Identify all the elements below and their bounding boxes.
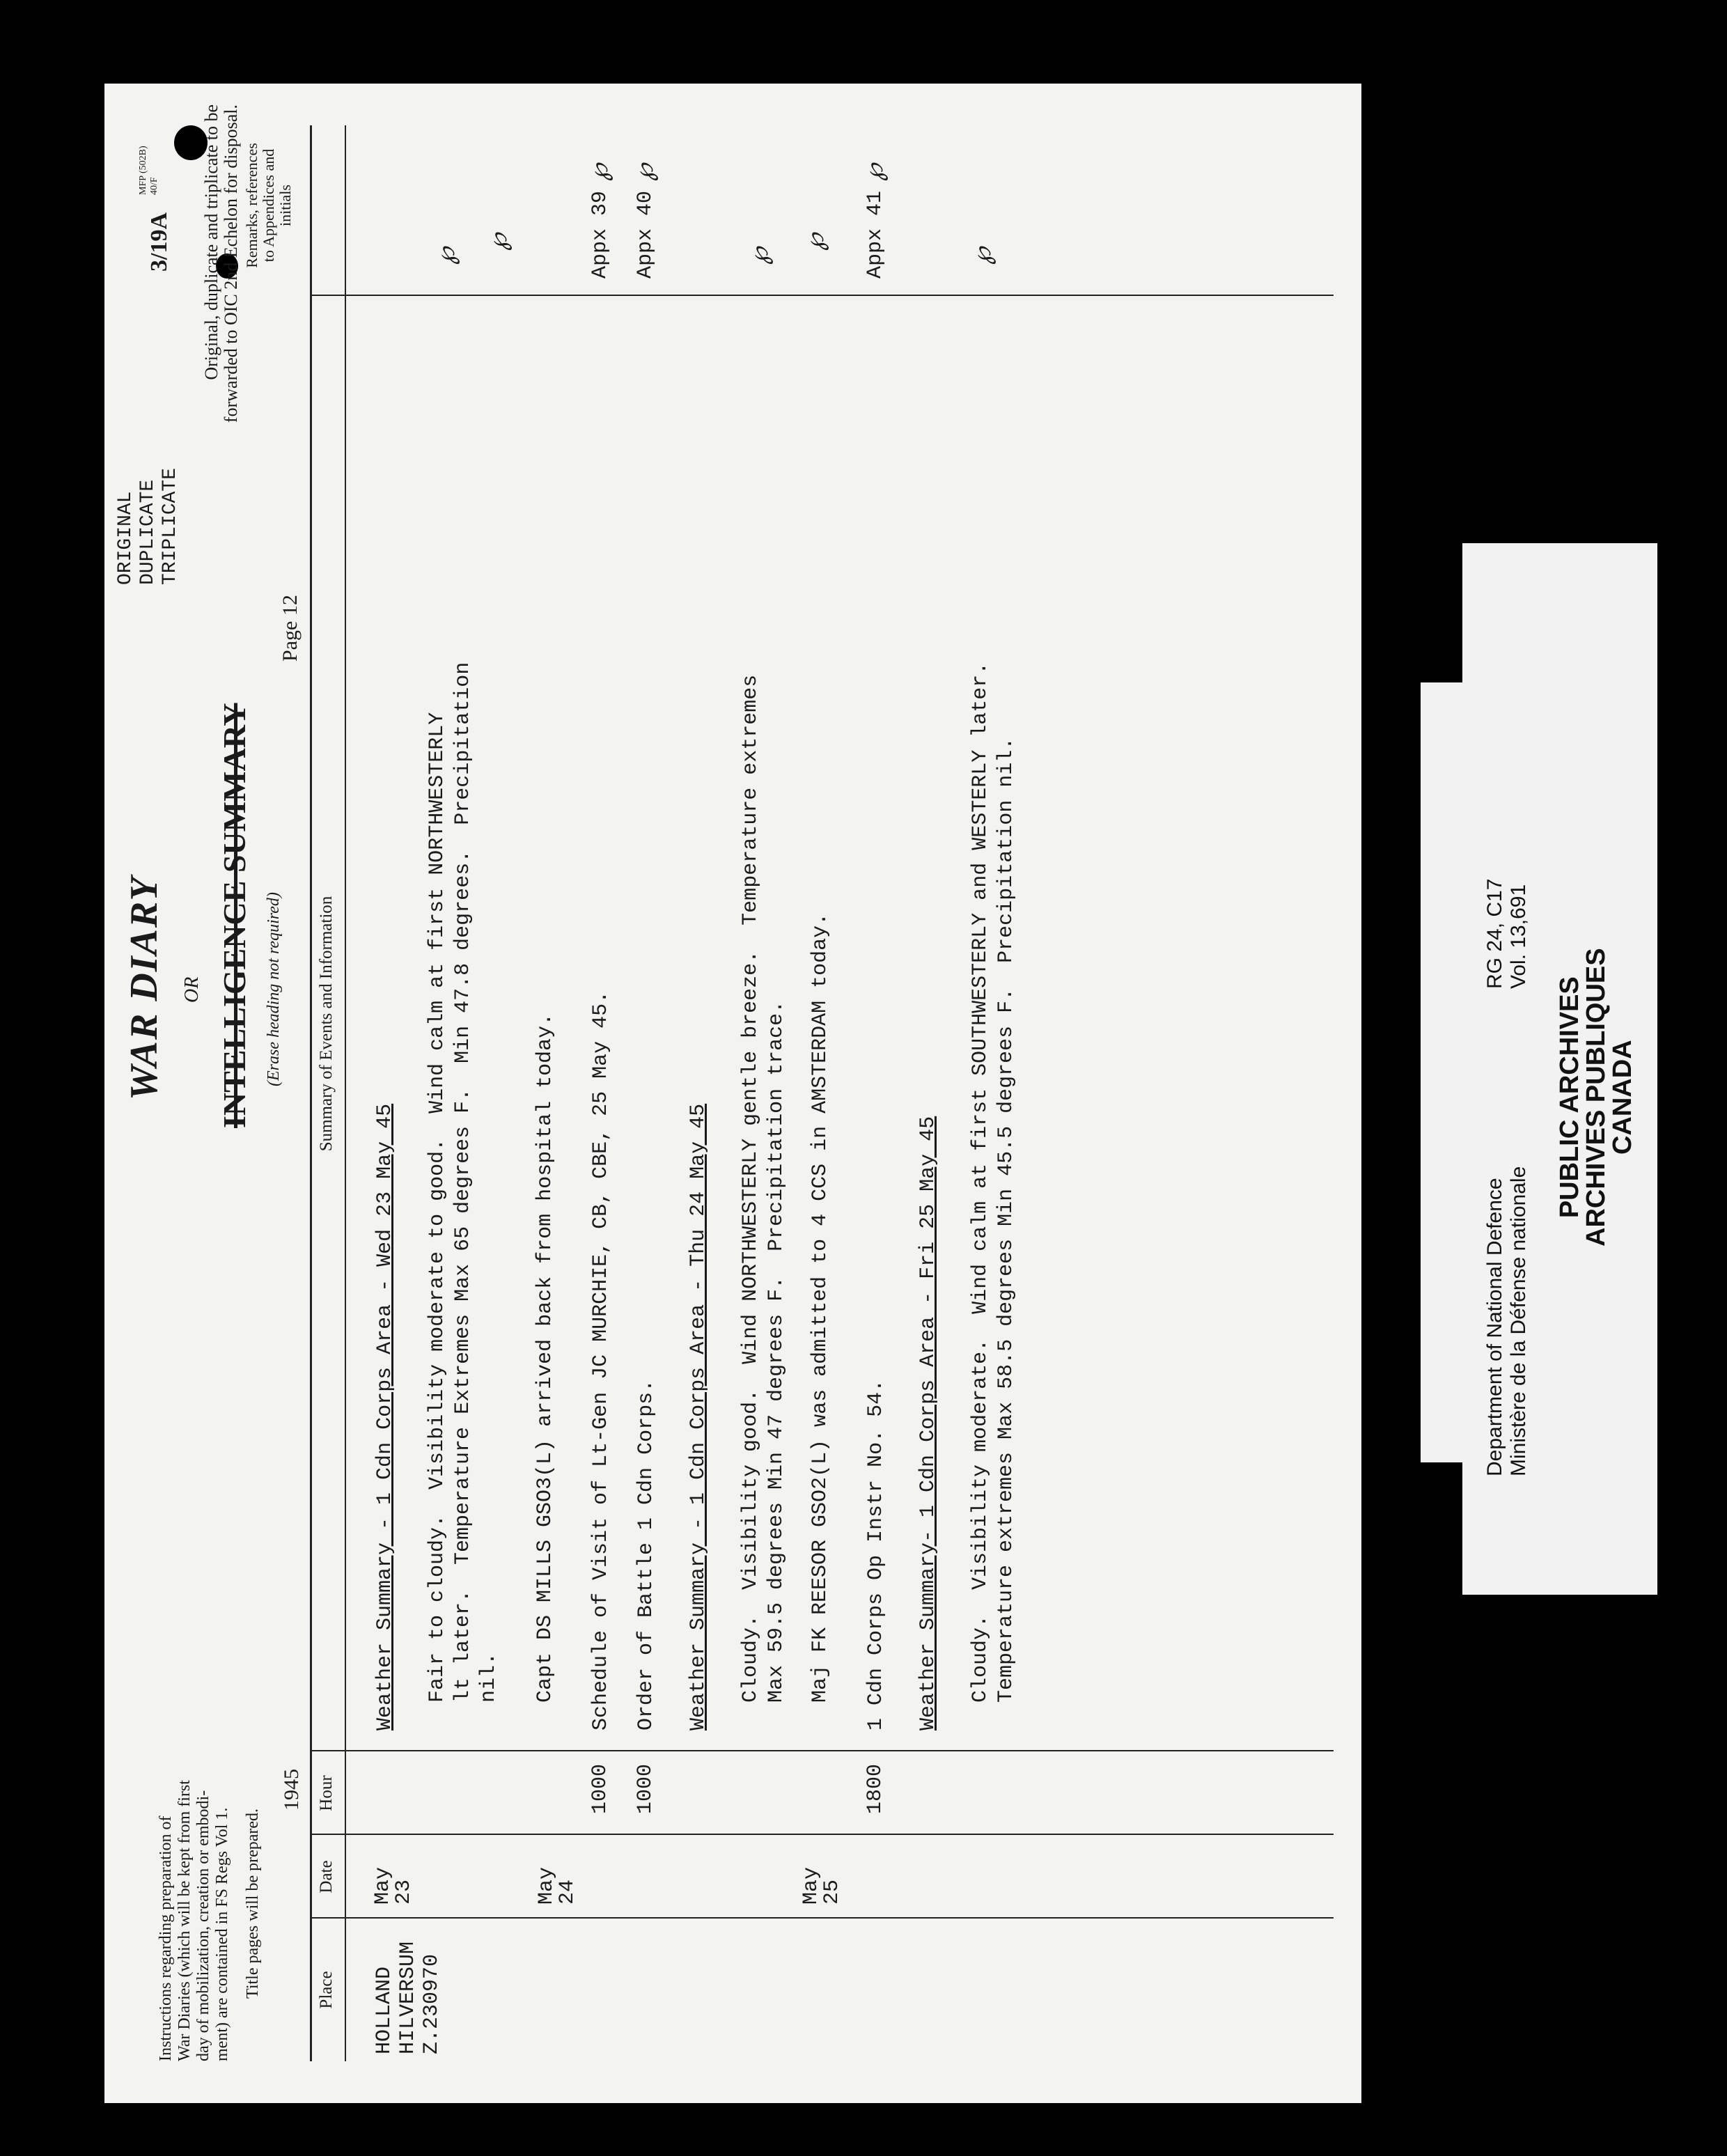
hour-cell: 1000 [588, 1763, 612, 1814]
struck-heading: INTELLIGENCE SUMMARY [217, 703, 252, 1128]
date-may-25 [801, 1867, 843, 1905]
col-rule [310, 295, 1334, 296]
date-day: 25 [820, 1879, 844, 1905]
date-day: 24 [556, 1879, 579, 1905]
initials-signature: ℘ [745, 247, 774, 265]
col-rule [310, 1834, 1334, 1835]
year: 1945 [280, 1769, 303, 1811]
disposal-note [202, 104, 241, 634]
col-header-remarks [244, 115, 294, 296]
date-day: 23 [392, 1879, 416, 1905]
col-header-date: Date [317, 1860, 336, 1893]
initials-signature: ℘ [630, 163, 659, 181]
date-month: May [535, 1866, 558, 1905]
weather-summary-24-title: Weather Summary - 1 Cdn Corps Area - Thu 24 May 45 [687, 1103, 710, 1731]
remarks-header-line: Remarks, references [243, 143, 260, 268]
copy-duplicate: DUPLICATE [137, 479, 159, 585]
form-code [138, 146, 160, 195]
or-text: OR [181, 976, 203, 1003]
entry-op-instr: 1 Cdn Corps Op Instr No. 54. [864, 1379, 888, 1731]
copy-original: ORIGINAL [115, 491, 136, 585]
entry-reesor: Maj FK REESOR GSO2(L) was admitted to 4 CCS in AMSTERDAM today. [808, 912, 832, 1703]
date-month: May [799, 1866, 823, 1905]
col-header-hour: Hour [317, 1775, 336, 1811]
instructions-line: ment) are contained in FS Regs Vol 1. [213, 1807, 231, 2061]
place-line: HOLLAND [373, 1966, 396, 2054]
page-title: WAR DIARY [123, 875, 166, 1100]
weather-summary-23-title: Weather Summary - 1 Cdn Corps Area - Wed 23 May 45 [373, 1103, 397, 1731]
date-month: May [371, 1866, 395, 1905]
rotated-document [104, 84, 1361, 2103]
initials-signature: ℘ [585, 163, 614, 181]
erase-note: (Erase heading not required) [265, 892, 283, 1086]
war-diary-page [104, 84, 1361, 2103]
entry-schedule: Schedule of Visit of Lt-Gen JC MURCHIE, CB, CBE, 25 May 45. [589, 990, 613, 1731]
appx-41: Appx 41 [864, 190, 887, 279]
weather-summary-25-text: Cloudy. Visibility moderate. Wind calm at first SOUTHWESTERLY and WESTERLY later. Temperature extremes Max 58.5 degrees Min 45.5 degrees F. Precipitation nil. [969, 662, 1018, 1703]
col-rule [310, 1750, 1334, 1751]
col-header-place: Place [317, 1971, 336, 2009]
col-rule [310, 1917, 1334, 1919]
place-line: HILVERSUM [396, 1941, 420, 2054]
form-code-part: (502B) [138, 146, 148, 173]
copy-triplicate: TRIPLICATE [159, 467, 181, 585]
department-en: Department of National Defence [1483, 1178, 1506, 1476]
appx-39: Appx 39 [588, 190, 612, 279]
col-header-summary: Summary of Events and Information [317, 896, 336, 1152]
hour-cell: 1800 [864, 1763, 887, 1814]
archive-stamp [1556, 948, 1636, 1247]
place-line: Z.230970 [420, 1953, 444, 2054]
form-code-part: 40/F [149, 177, 159, 195]
weather-summary-23-text: Fair to cloudy. Visibility moderate to good. Wind calm at first NORTHWESTERLY lt later. Temperature Extremes Max 65 degrees F. Min 47.8 degrees. Precipitation nil. [425, 662, 501, 1703]
table-top-rule [310, 125, 312, 2061]
disposal-line: Original, duplicate and triplicate to be [201, 104, 221, 380]
archives-en: PUBLIC ARCHIVES [1555, 976, 1584, 1219]
hour-cell: 1000 [634, 1763, 657, 1814]
initials-signature: ℘ [432, 247, 460, 265]
initials-signature: ℘ [968, 247, 997, 265]
instructions-line: War Diaries (which will be kept from first [175, 1780, 194, 2061]
header-rule [345, 125, 346, 2061]
instructions-line: Instructions regarding preparation of [157, 1815, 175, 2061]
weather-summary-25-title: Weather Summary- 1 Cdn Corps Area - Fri 25 May 45 [916, 1116, 940, 1731]
page-number: Page 12 [279, 595, 302, 662]
form-number: 3/19A [146, 212, 172, 272]
copies-list [115, 468, 182, 585]
instructions-line: day of mobilization, creation or embodi- [194, 1790, 212, 2061]
remarks-header-line: initials [276, 185, 294, 226]
disposal-line: forwarded to OIC 2nd Echelon for disposal. [221, 104, 241, 423]
instructions [157, 1671, 232, 2061]
appx-40: Appx 40 [634, 190, 657, 279]
entry-mills: Capt DS MILLS GSO3(L) arrived back from hospital today. [533, 1013, 557, 1703]
form-code-part: MFP [138, 175, 148, 195]
archive-department [1483, 1166, 1531, 1476]
archive-vol: Vol. 13,691 [1507, 884, 1530, 989]
date-may-23 [373, 1867, 414, 1905]
department-fr: Ministère de la Défense nationale [1507, 1166, 1530, 1476]
archives-country: CANADA [1608, 1040, 1637, 1155]
archive-reference [1483, 879, 1531, 989]
archives-fr: ARCHIVES PUBLIQUES [1581, 948, 1611, 1247]
title-pages-note: Title pages will be prepared. [244, 1808, 262, 1999]
initials-signature: ℘ [484, 233, 513, 251]
initials-signature: ℘ [801, 233, 829, 251]
archive-ref: RG 24, C17 [1483, 878, 1506, 989]
remarks-header-line: to Appendices and [260, 148, 277, 263]
entry-order-of-battle: Order of Battle 1 Cdn Corps. [634, 1379, 658, 1731]
weather-summary-24-text: Cloudy. Visibility good. Wind NORTHWESTERLY gentle breeze. Temperature extremes Max 59.5 degrees Min 47 degrees F. Precipitation trace. [739, 674, 788, 1703]
place-cell [373, 1942, 444, 2054]
initials-signature: ℘ [860, 163, 889, 181]
date-may-24 [536, 1867, 578, 1905]
